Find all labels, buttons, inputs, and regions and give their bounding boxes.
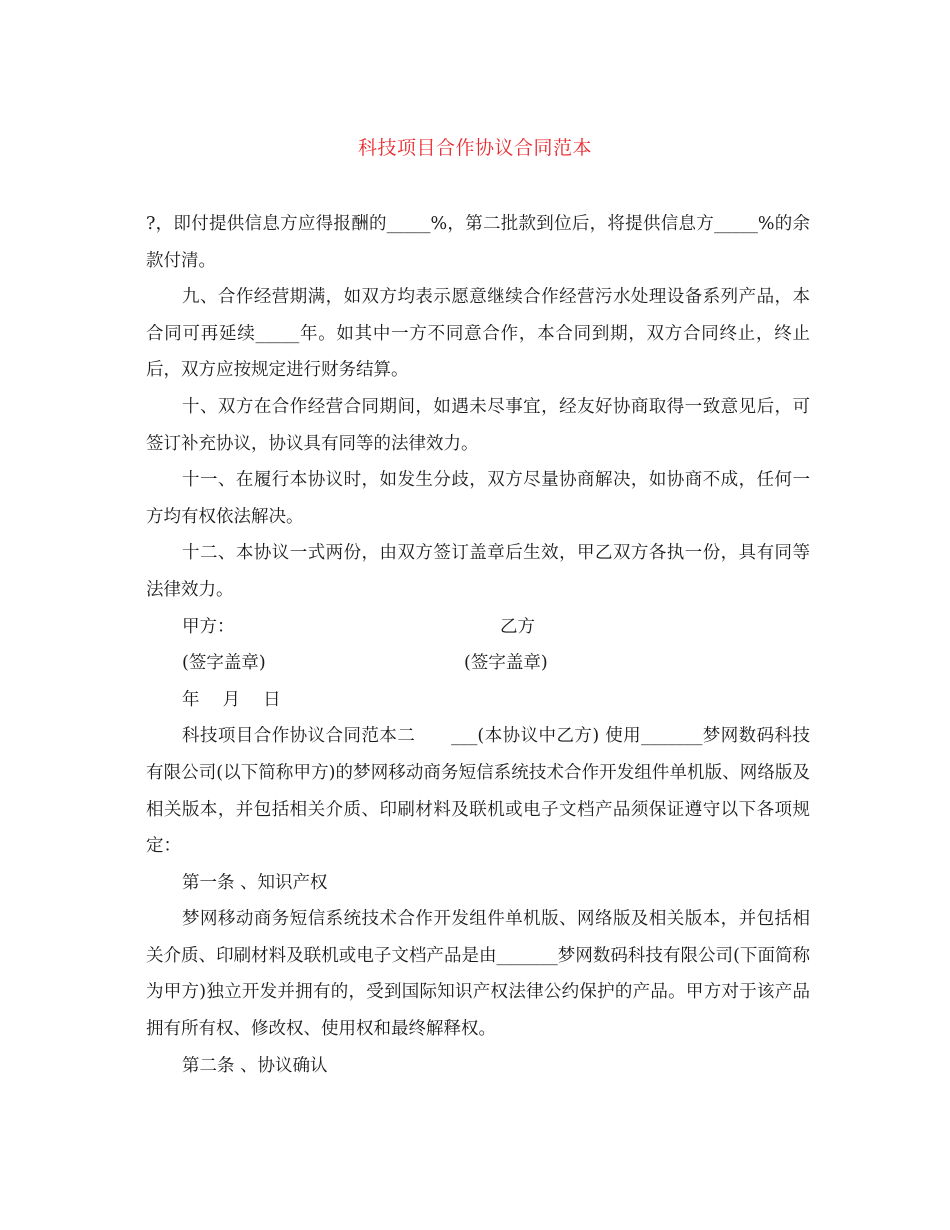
paragraph-article-1: 梦网移动商务短信系统技术合作开发组件单机版、网络版及相关版本，并包括相关介质、印刷材料及联机或电子文档产品是由_______梦网数码科技有限公司(下面简称为甲方)独立开发并拥有的，受到国际知识产权法律公约保护的产品。甲方对于该产品拥有所有权、修改权、使用权和最终解释权。 bbox=[146, 909, 810, 1040]
heading-article-2: 第二条 、协议确认 bbox=[182, 1055, 328, 1076]
party-a-label: 甲方： bbox=[182, 616, 235, 637]
party-b-seal: (签字盖章) bbox=[464, 653, 548, 674]
party-a-seal: (签字盖章) bbox=[182, 653, 266, 674]
paragraph-clause-10: 十、双方在合作经营合同期间，如遇未尽事宜，经友好协商取得一致意见后，可签订补充协议，协议具有同等的法律效力。 bbox=[146, 396, 810, 454]
document-title: 科技项目合作协议合同范本 bbox=[357, 137, 592, 159]
document-body bbox=[146, 206, 810, 1084]
date-line: 年 月 日 bbox=[182, 689, 281, 710]
paragraph-clause-9: 九、合作经营期满，如双方均表示愿意继续合作经营污水处理设备系列产品，本合同可再延续_____年。如其中一方不同意合作，本合同到期，双方合同终止，终止后，双方应按规定进行财务结算。 bbox=[146, 287, 810, 381]
paragraph-clause-11: 十一、在履行本协议时，如发生分歧，双方尽量协商解决，如协商不成，任何一方均有权依法解决。 bbox=[146, 470, 810, 527]
signature-seal-row bbox=[146, 645, 810, 682]
party-b-label: 乙方 bbox=[500, 616, 535, 637]
heading-article-1: 第一条 、知识产权 bbox=[182, 872, 328, 893]
paragraph-clause-12: 十二、本协议一式两份，由双方签订盖章后生效，甲乙双方各执一份，具有同等法律效力。 bbox=[146, 543, 810, 600]
paragraph-continuation: ?，即付提供信息方应得报酬的_____%，第二批款到位后，将提供信息方_____%的余款付清。 bbox=[146, 214, 810, 271]
signature-date-row bbox=[146, 682, 810, 719]
paragraph-template-two-intro: 科技项目合作协议合同范本二 ___(本协议中乙方) 使用_______梦网数码科技有限公司(以下简称甲方)的梦网移动商务短信系统技术合作开发组件单机版、网络版及相关版本，并包括相关介质、印刷材料及联机或电子文档产品须保证遵守以下各项规定： bbox=[146, 726, 810, 857]
signature-labels-row bbox=[146, 609, 810, 646]
